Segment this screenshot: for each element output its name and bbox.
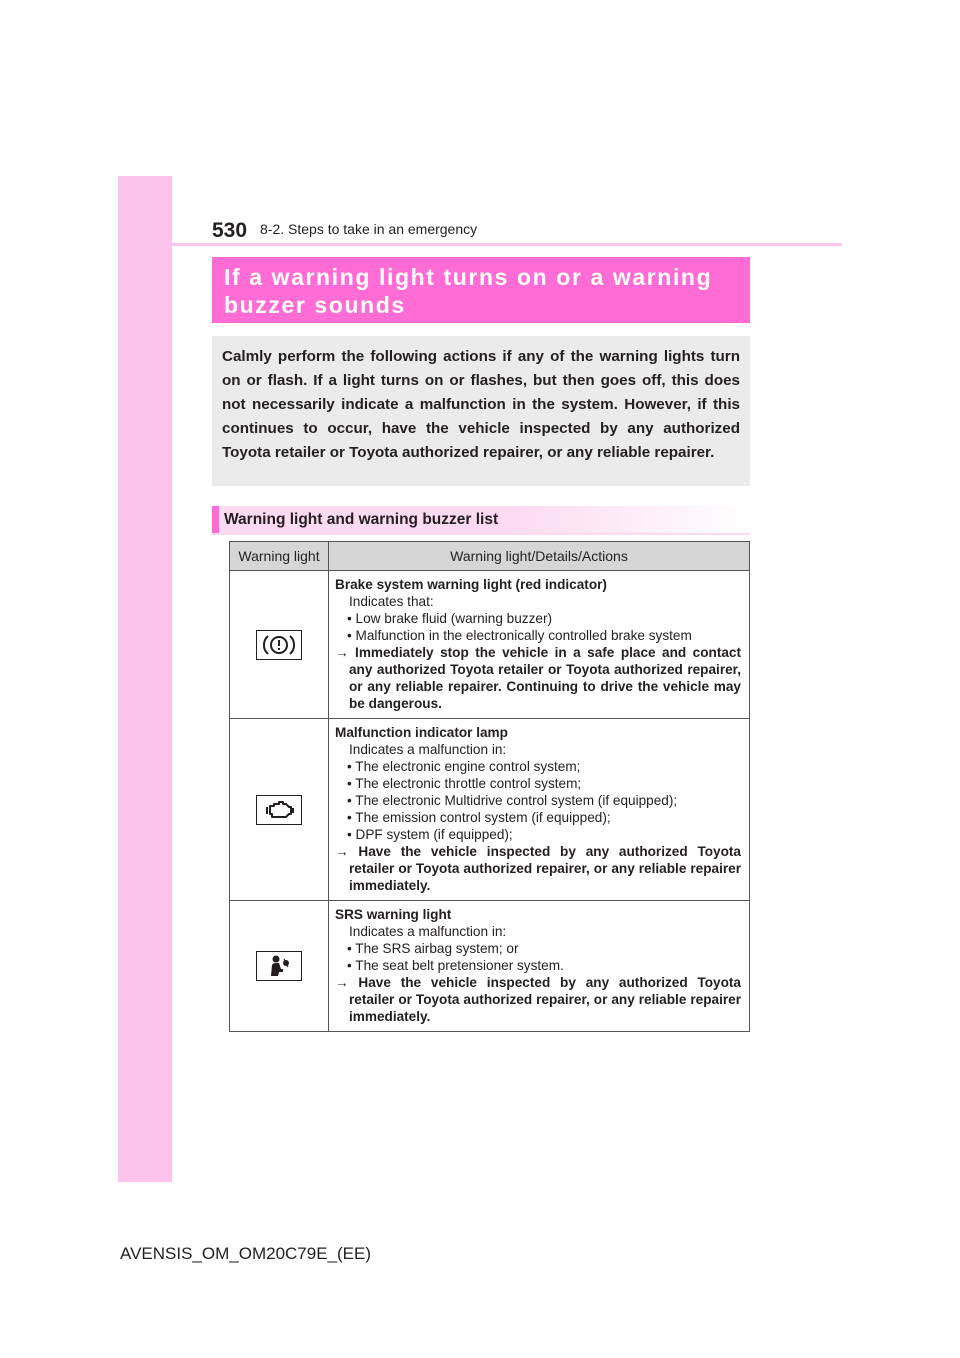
details-intro: Indicates a malfunction in:: [349, 742, 507, 757]
action-text: → Have the vehicle inspected by any authorized Toyota retailer or Toyota authorized repairer, or any reliable repairer immediately.: [335, 975, 741, 1024]
page-title: If a warning light turns on or a warning buzzer sounds: [212, 257, 750, 323]
intro-paragraph: Calmly perform the following actions if any of the warning lights turn on or flash. If a light turns on or flashes, but then goes off, this does not necessarily indicate a malfunction in the system. However, if this continues to occur, have the vehicle inspected by any authorized Toyota retailer or Toyota authorized repairer, or any reliable repairer.: [212, 336, 750, 486]
arrow-icon: →: [335, 844, 349, 859]
details-cell: [329, 719, 750, 901]
icon-cell: [230, 571, 329, 719]
action-text: → Have the vehicle inspected by any authorized Toyota retailer or Toyota authorized repairer, or any reliable repairer immediately.: [335, 844, 741, 893]
icon-cell: [230, 901, 329, 1032]
bullet-item: • The SRS airbag system; or: [347, 941, 519, 956]
footer-document-code: AVENSIS_OM_OM20C79E_(EE): [120, 1244, 371, 1263]
bullet-item: • The electronic throttle control system;: [347, 776, 582, 791]
brake-warning-icon: [256, 630, 302, 660]
table-row: [230, 571, 750, 719]
srs-airbag-icon: [256, 951, 302, 981]
action-text: → Immediately stop the vehicle in a safe place and contact any authorized Toyota retailer or Toyota authorized repairer, or any reliable repairer. Continuing to drive the vehicle may be dangerous.: [335, 645, 741, 711]
warning-name: Brake system warning light (red indicator): [335, 577, 607, 592]
bullet-item: • Low brake fluid (warning buzzer): [347, 611, 552, 626]
details-intro: Indicates that:: [349, 594, 434, 609]
bullet-item: • The electronic engine control system;: [347, 759, 581, 774]
engine-malfunction-icon: [256, 795, 302, 825]
arrow-icon: →: [335, 645, 349, 660]
details-cell: [329, 901, 750, 1032]
table-header-row: [230, 542, 750, 571]
bullet-item: • DPF system (if equipped);: [347, 827, 513, 842]
header-warning-light: Warning light: [230, 542, 329, 571]
icon-cell: [230, 719, 329, 901]
warning-light-table: [229, 541, 750, 1032]
header-details: Warning light/Details/Actions: [329, 542, 750, 571]
details-cell: [329, 571, 750, 719]
bullet-item: • The seat belt pretensioner system.: [347, 958, 564, 973]
chapter-side-tab: [118, 176, 172, 1182]
subheading-underline: [212, 533, 750, 535]
section-label: 8-2. Steps to take in an emergency: [260, 221, 478, 237]
table-row: [230, 901, 750, 1032]
table-row: [230, 719, 750, 901]
bullet-item: • The electronic Multidrive control system (if equipped);: [347, 793, 678, 808]
page-number: 530: [212, 219, 248, 242]
warning-name: Malfunction indicator lamp: [335, 725, 508, 740]
details-intro: Indicates a malfunction in:: [349, 924, 507, 939]
bullet-item: • Malfunction in the electronically controlled brake system: [347, 628, 692, 643]
arrow-icon: →: [335, 975, 349, 990]
header-rule: [172, 243, 842, 246]
subheading: Warning light and warning buzzer list: [212, 506, 750, 534]
bullet-item: • The emission control system (if equipped);: [347, 810, 611, 825]
warning-name: SRS warning light: [335, 907, 452, 922]
